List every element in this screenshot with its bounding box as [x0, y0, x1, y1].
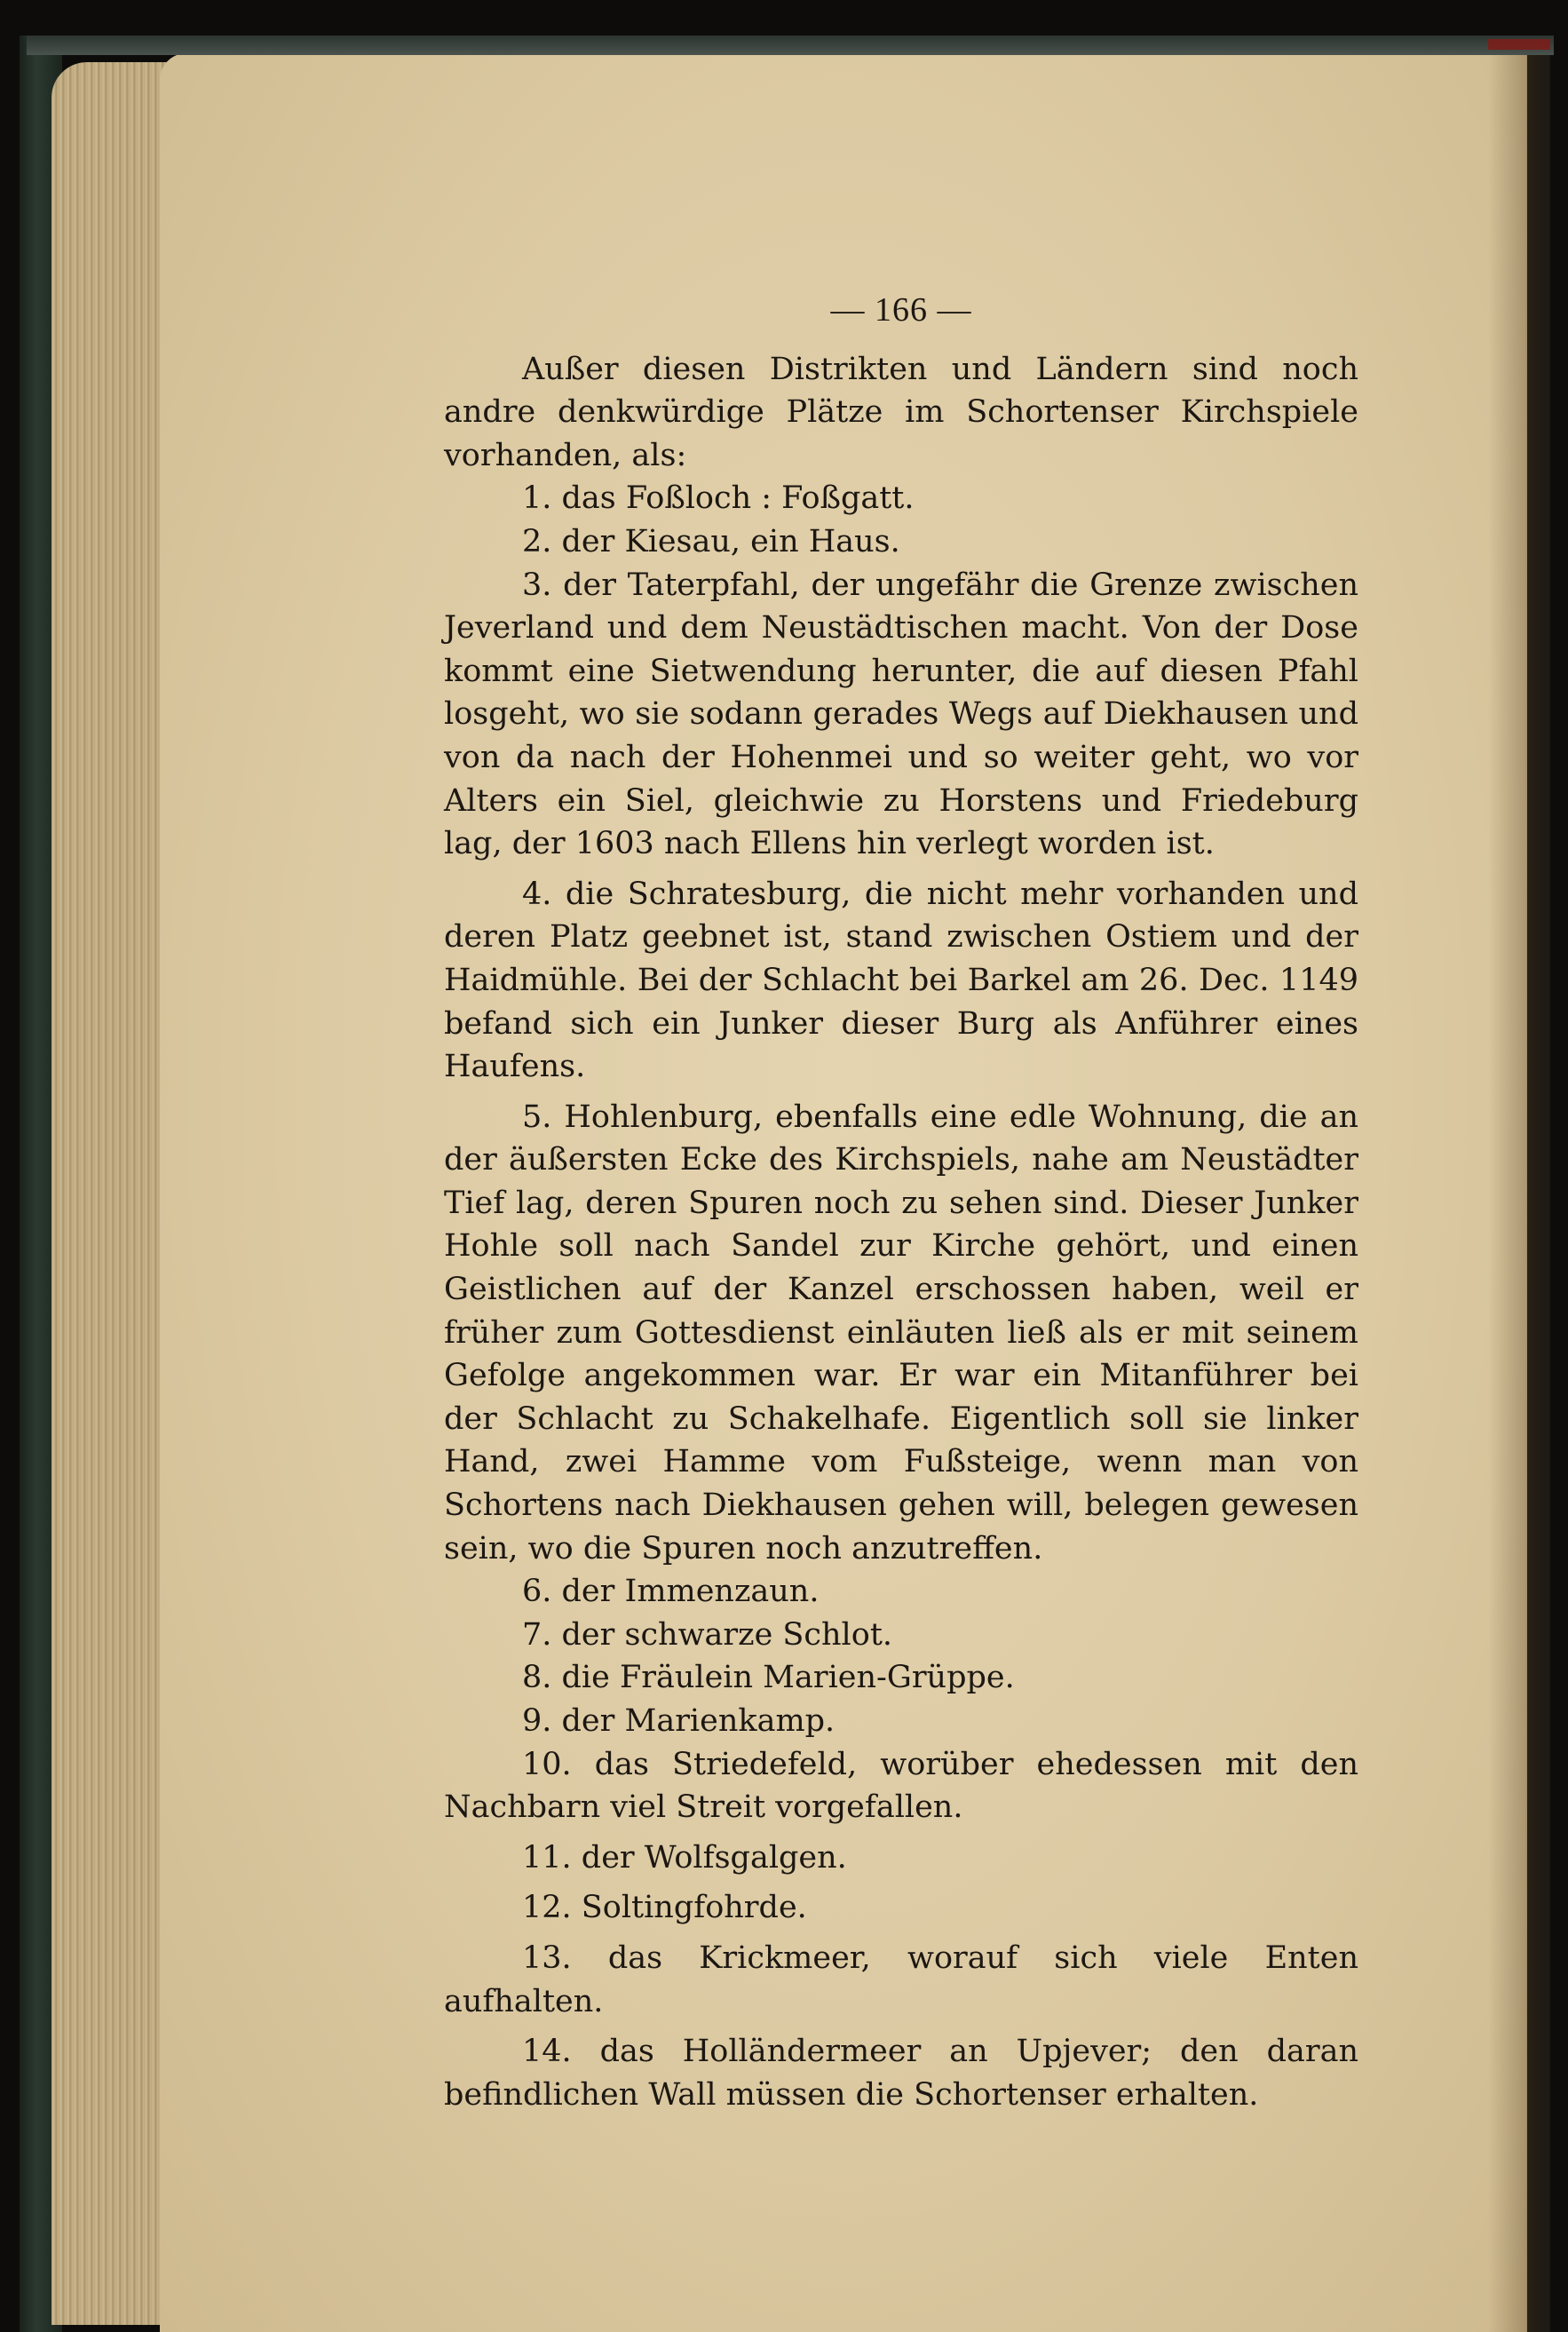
intro-paragraph: Außer diesen Distrikten und Ländern sind noch andre denkwürdige Plätze im Schortenser Kirchspiele vorhanden, als:	[444, 351, 1358, 473]
list-item: 6. der Immenzaun.	[522, 1574, 820, 1610]
list-item: 4. die Schratesburg, die nicht mehr vorhanden und deren Platz geebnet ist, stand zwischen Ostiem und der Haidmühle. Bei der Schlacht bei Barkel am 26. Dec. 1149 befand sich ein Junker dieser Burg als Anführer eines Haufens.	[444, 876, 1358, 1085]
list-item: 3. der Taterpfahl, der ungefähr die Grenze zwischen Jeverland und dem Neustädtischen macht. Von der Dose kommt eine Sietwendung herunter, die auf diesen Pfahl losgeht, wo sie sodann gerades Wegs auf Diekhausen und von da nach der Hohenmei und so weiter geht, wo vor Alters ein Siel, gleichwie zu Horstens und Friedeburg lag, der 1603 nach Ellens hin verlegt worden ist.	[444, 567, 1358, 862]
list-item: 11. der Wolfsgalgen.	[522, 1839, 847, 1876]
list-item: 5. Hohlenburg, ebenfalls eine edle Wohnung, die an der äußersten Ecke des Kirchspiels, nahe am Neustädter Tief lag, deren Spuren noch zu sehen sind. Dieser Junker Hohle soll nach Sandel zur Kirche gehört, und einen Geistlichen auf der Kanzel erschossen haben, weil er früher zum Gottesdienst einläuten ließ als er mit seinem Gefolge angekommen war. Er war ein Mitanführer bei der Schlacht zu Schakelhafe. Eigentlich soll sie linker Hand, zwei Hamme vom Fußsteige, wenn man von Schortens nach Diekhausen gehen will, belegen gewesen sein, wo die Spuren noch anzutreffen.	[444, 1099, 1358, 1567]
list-item: 12. Soltingfohrde.	[522, 1890, 807, 1926]
list-item: 7. der schwarze Schlot.	[522, 1616, 893, 1653]
red-edge-mark	[1488, 39, 1550, 50]
list-item: 9. der Marienkamp.	[522, 1703, 835, 1739]
cover-edge	[27, 36, 1554, 55]
list-item: 1. das Foßloch : Foßgatt.	[522, 480, 915, 517]
page-number: — 166 —	[830, 291, 972, 329]
gutter-shadow	[1488, 53, 1550, 2332]
list-item: 10. das Striedefeld, worüber ehedessen mit den Nachbarn viel Streit vorgefallen.	[444, 1746, 1358, 1826]
list-item: 8. die Fräulein Marien-Grüppe.	[522, 1660, 1015, 1696]
list-item: 13. das Krickmeer, worauf sich viele Enten aufhalten.	[444, 1939, 1358, 2019]
text-block	[444, 289, 1358, 2116]
list-item: 14. das Holländermeer an Upjever; den daran befindlichen Wall müssen die Schortenser erhalten.	[444, 2034, 1358, 2113]
list-item: 2. der Kiesau, ein Haus.	[522, 523, 900, 559]
